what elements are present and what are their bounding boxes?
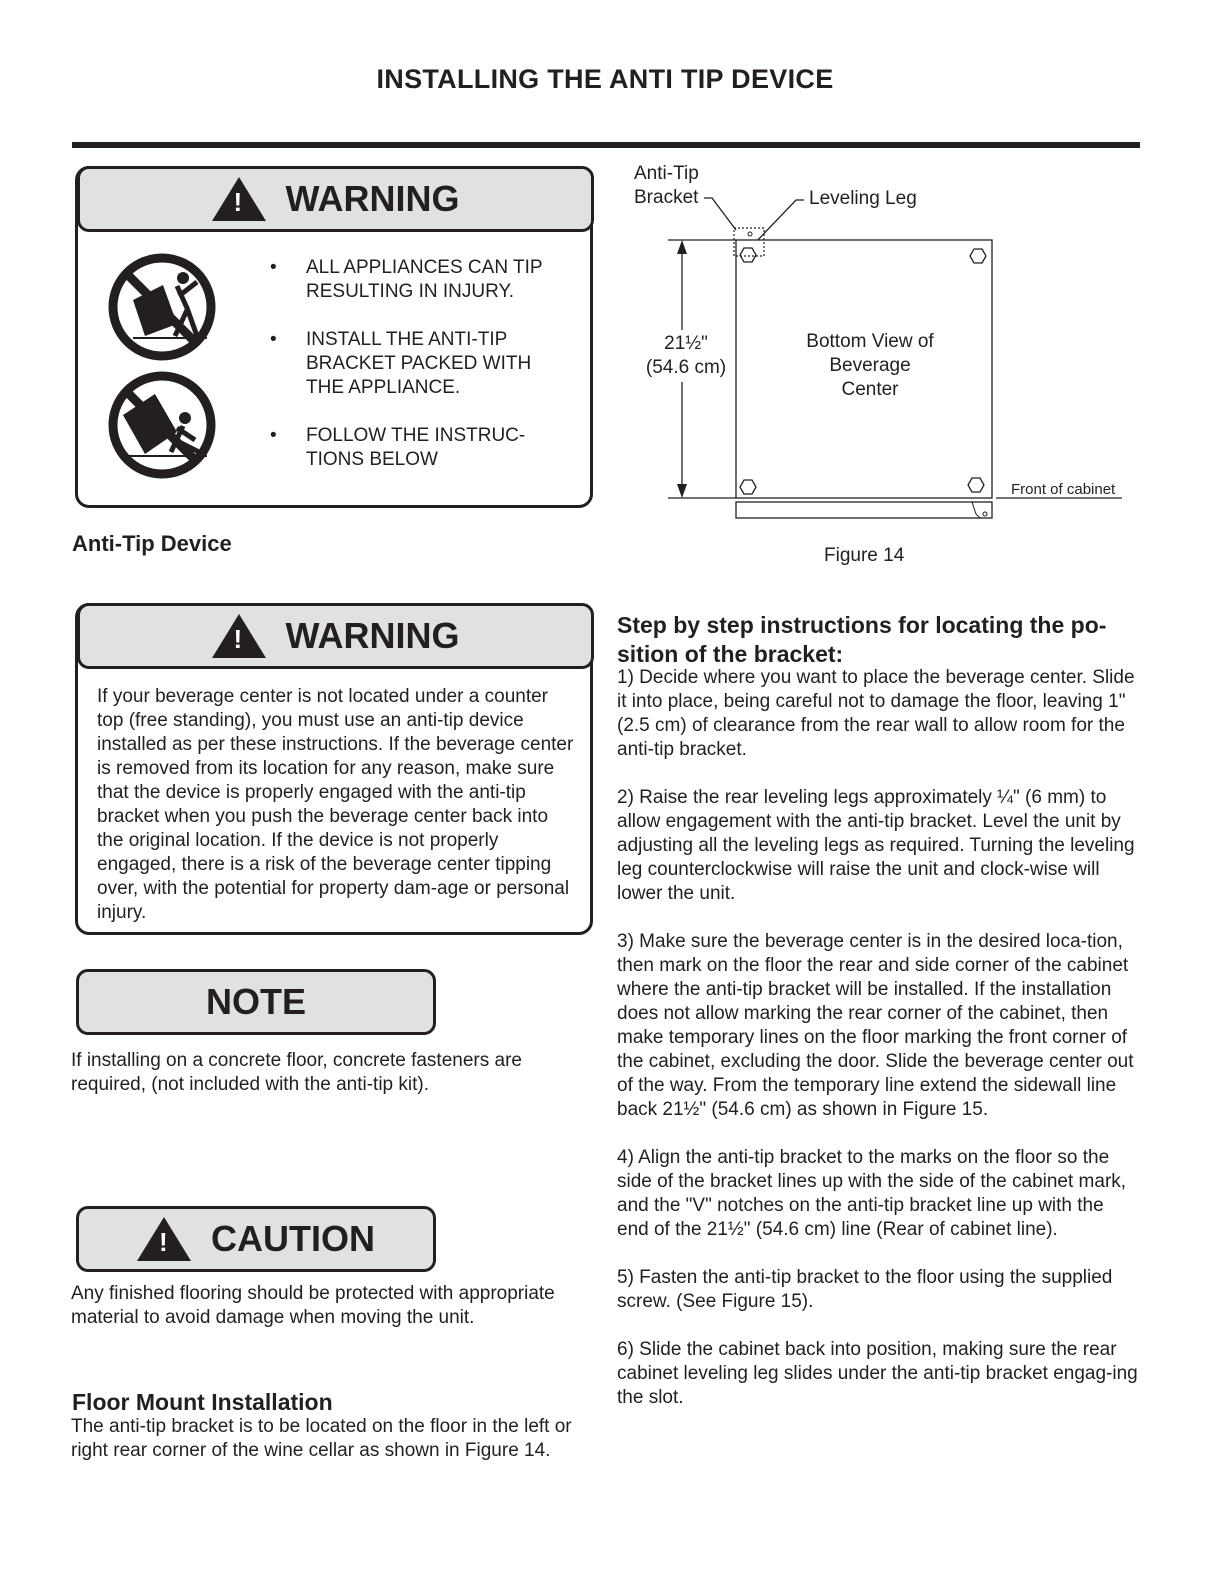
warning-header <box>77 166 594 232</box>
fig-dimension-label: 21½" (54.6 cm) <box>645 333 727 378</box>
note-text: If installing on a concrete floor, concrete fasteners are required, (not included with the anti-tip kit). <box>71 1050 522 1095</box>
warning-icon: ! <box>212 177 266 221</box>
warning-bullet-list <box>270 256 570 496</box>
tip-hazard-pictogram-icon <box>105 252 220 362</box>
fig-label-leveling-leg: Leveling Leg <box>809 188 917 209</box>
floor-mount-heading: Floor Mount Installation <box>72 1389 333 1415</box>
page-title: INSTALLING THE ANTI TIP DEVICE <box>376 64 834 94</box>
bullet-item: • ALL APPLIANCES CAN TIP RESULTING IN INJURY. <box>270 257 543 302</box>
caution-header <box>76 1206 436 1272</box>
warning-icon: ! <box>212 614 266 658</box>
step-item: 5) Fasten the anti-tip bracket to the floor using the supplied screw. (See Figure 15). <box>617 1267 1113 1312</box>
step-item: 2) Raise the rear leveling legs approximately ¼" (6 mm) to allow engagement with the anti-tip bracket. Level the unit by adjusting all the leveling legs as required. Turning the leveling leg counterclockwise will raise the unit and clock-wise will lower the unit. <box>617 787 1135 904</box>
fig-front-label: Front of cabinet <box>1011 481 1116 498</box>
note-header <box>76 969 436 1035</box>
steps-heading: Step by step instructions for locating the po-sition of the bracket: <box>617 612 1107 667</box>
title-divider <box>72 142 1140 148</box>
bullet-item: • INSTALL THE ANTI-TIP BRACKET PACKED WITH THE APPLIANCE. <box>270 329 532 398</box>
bullet-item: • FOLLOW THE INSTRUC-TIONS BELOW <box>270 425 526 470</box>
caution-icon: ! <box>137 1217 191 1261</box>
step-item: 1) Decide where you want to place the beverage center. Slide it into place, being careful not to damage the floor, leaving 1" (2.5 cm) of clearance from the rear wall to allow room for the anti-tip bracket. <box>617 667 1135 760</box>
fig-center-label: Bottom View of Beverage Center <box>806 331 934 400</box>
caution-title: CAUTION <box>211 1218 375 1259</box>
anti-tip-heading: Anti-Tip Device <box>72 531 232 556</box>
caution-text: Any finished flooring should be protected with appropriate material to avoid damage when moving the unit. <box>71 1283 555 1328</box>
step-item: 4) Align the anti-tip bracket to the marks on the floor so the side of the bracket lines up with the side of the cabinet mark, and the "V" notches on the anti-tip bracket line up with the end of the 21½" (54.6 cm) line (Rear of cabinet line). <box>617 1147 1127 1240</box>
warning-title: WARNING <box>285 615 460 656</box>
floor-mount-text: The anti-tip bracket is to be located on the floor in the left or right rear corner of the wine cellar as shown in Figure 14. <box>71 1416 572 1461</box>
step-item: 6) Slide the cabinet back into position, making sure the rear cabinet leveling leg slides under the anti-tip bracket engag-ing the slot. <box>617 1339 1138 1408</box>
figure-caption: Figure 14 <box>824 545 905 566</box>
warning-header <box>77 603 594 669</box>
steps-list <box>617 666 1139 1434</box>
warning-text: If your beverage center is not located under a counter top (free standing), you must use an anti-tip device installed as per these instructions. If the beverage center is removed from its location for any reason, make sure that the device is properly engaged with the anti-tip bracket when you push the beverage center back into the original location. If the device is not properly engaged, there is a risk of the beverage center tipping over, with the potential for property dam-age or personal injury. <box>97 686 574 923</box>
step-item: 3) Make sure the beverage center is in the desired loca-tion, then mark on the floor the rear and side corner of the cabinet where the anti-tip bracket will be installed. If the installation does not allow marking the rear corner of the cabinet, then make temporary lines on the floor marking the front corner of the cabinet, excluding the door. Slide the beverage center out of the way. From the temporary line extend the sidewall line back 21½" (54.6 cm) as shown in Figure 15. <box>617 931 1134 1120</box>
warning-title: WARNING <box>285 178 460 219</box>
fig-label-anti-tip: Anti-Tip Bracket <box>634 163 699 208</box>
note-title: NOTE <box>205 981 306 1022</box>
tip-over-pictogram-icon <box>105 370 220 480</box>
